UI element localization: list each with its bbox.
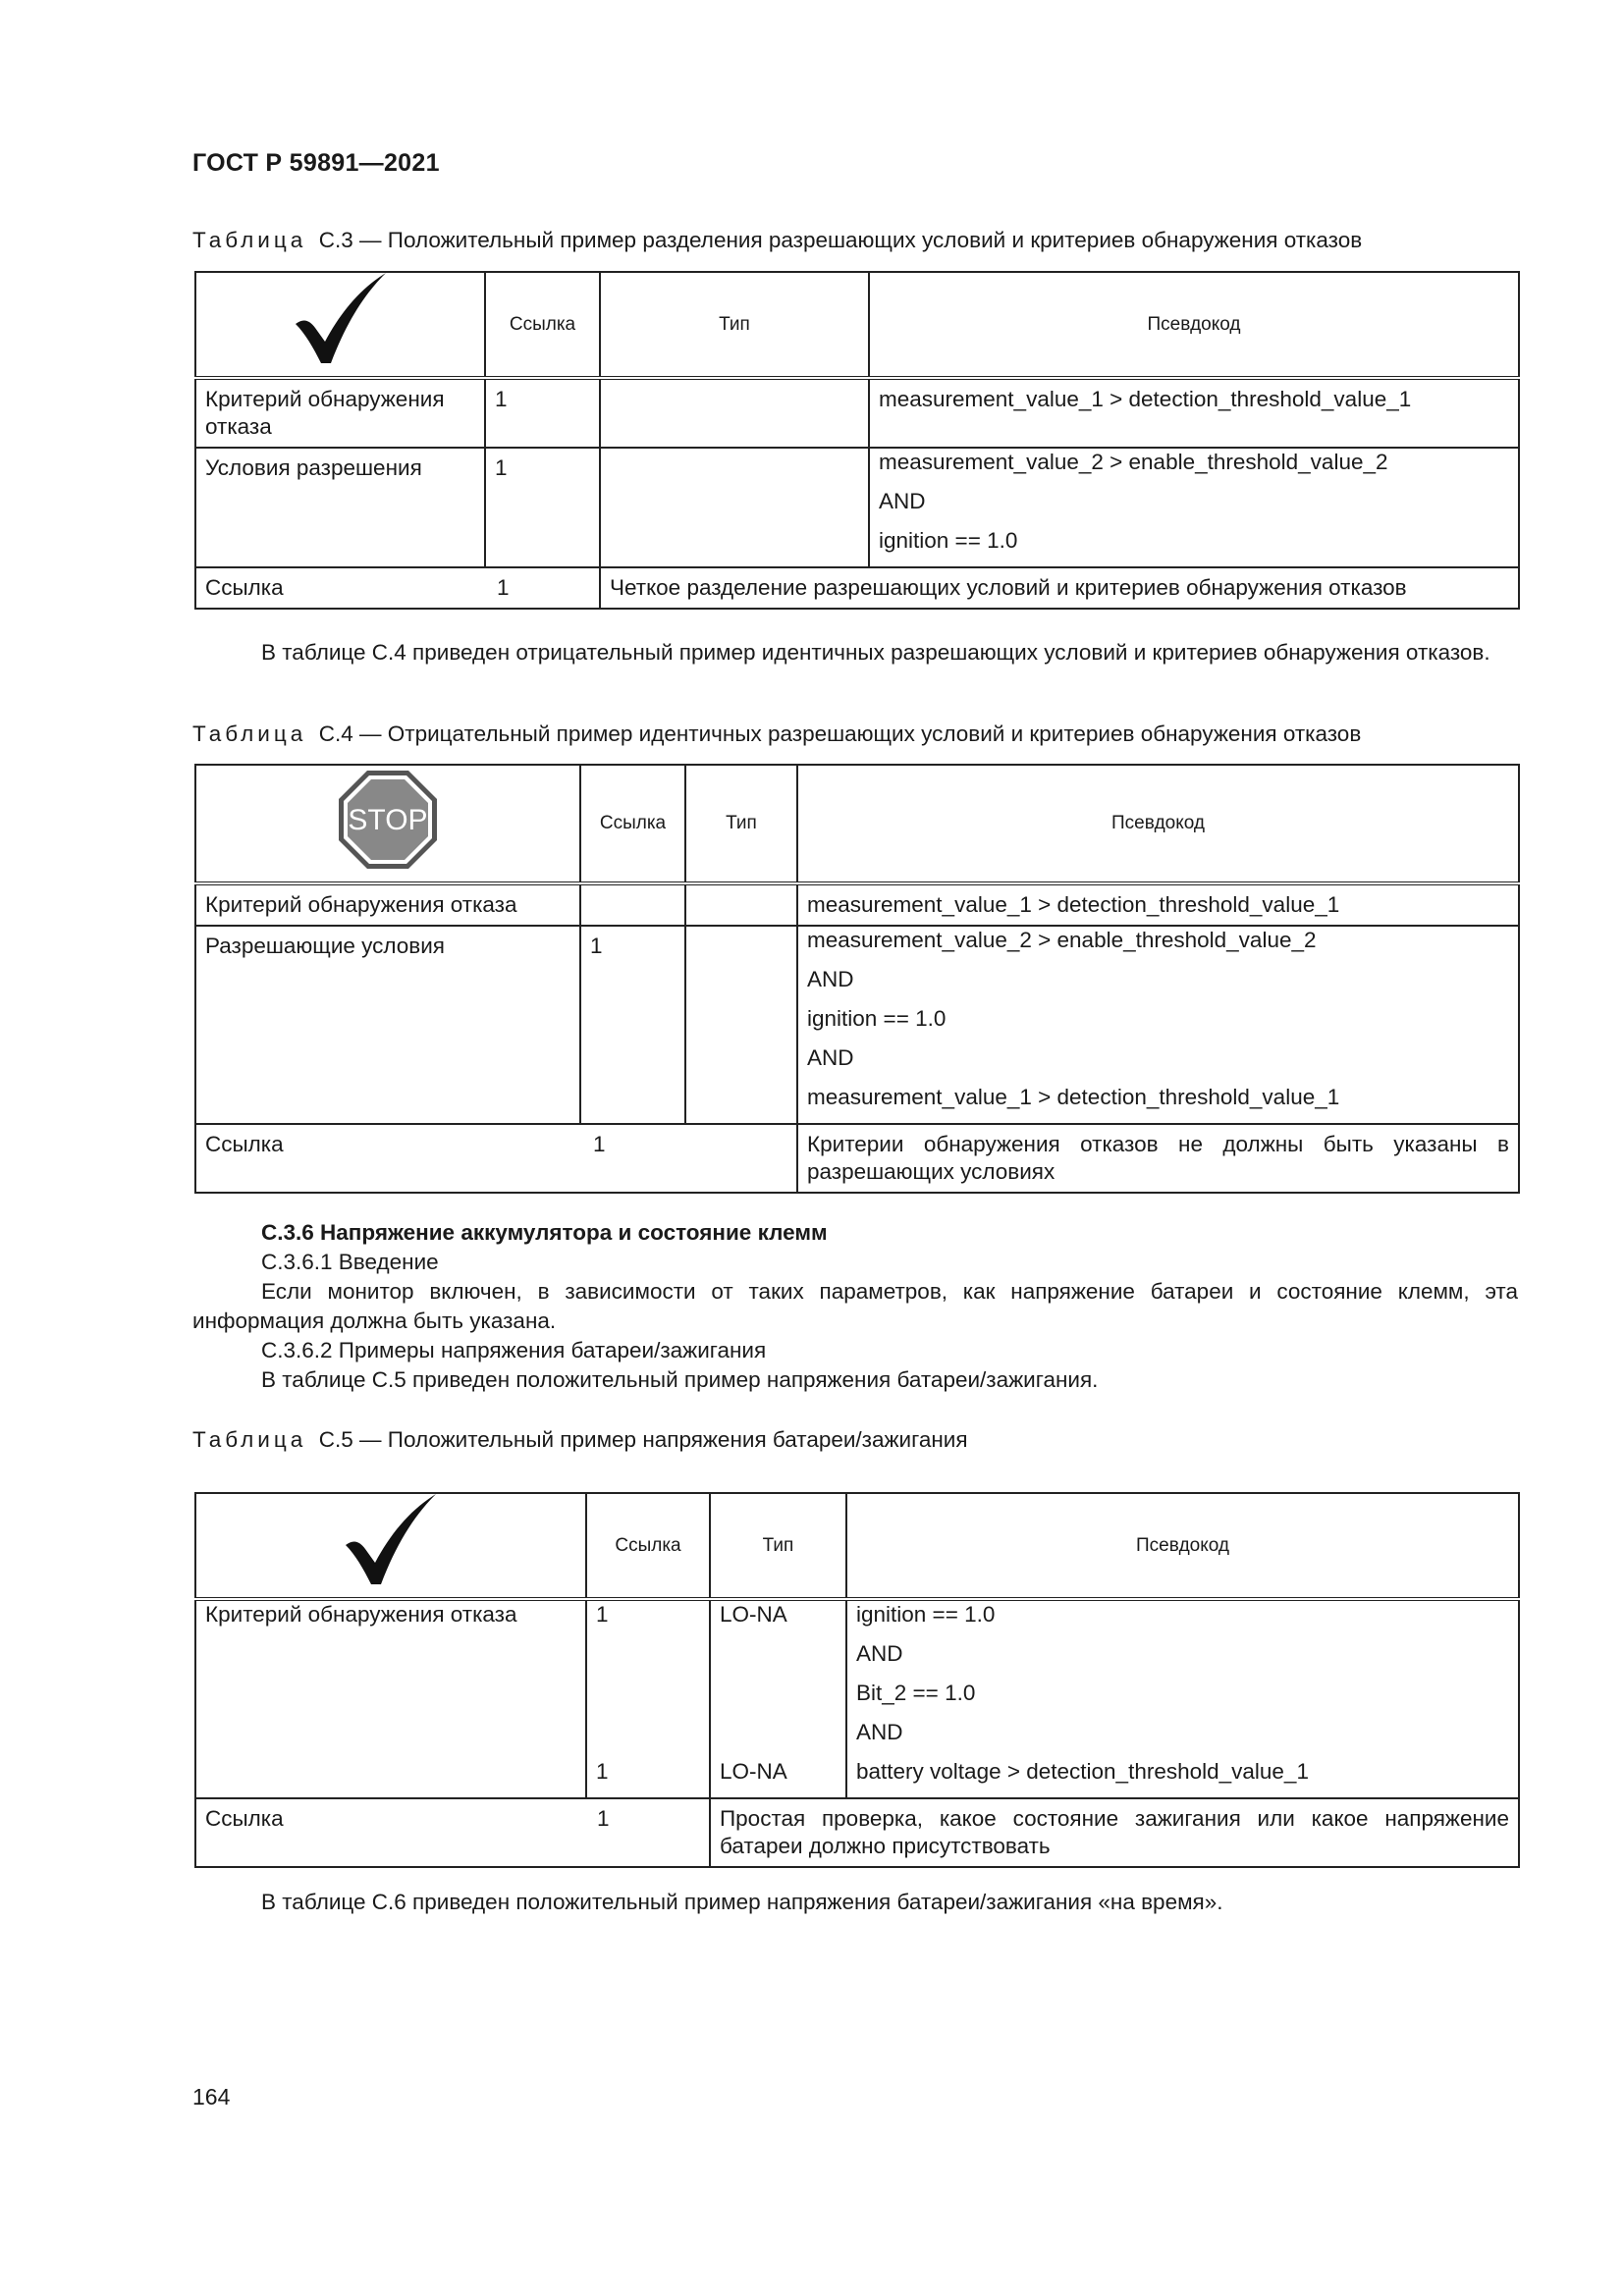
- code-line: ignition == 1.0: [856, 1602, 996, 1627]
- table-header-row: [195, 765, 1519, 883]
- row-label: [195, 1599, 586, 1798]
- footer-label: Ссылка: [205, 1806, 284, 1831]
- ref-line: 1: [596, 1759, 609, 1784]
- row-type: [600, 378, 869, 448]
- footer-label: Ссылка: [205, 1132, 284, 1156]
- footer-ref: 1: [497, 575, 510, 600]
- section-block: [192, 1218, 1518, 1395]
- col-header-pseudocode: Псевдокод: [846, 1493, 1519, 1599]
- page-number: 164: [192, 2084, 231, 2109]
- code-line: AND: [856, 1720, 903, 1744]
- code-line: AND: [807, 1045, 854, 1070]
- row-label: Разрешающие условия: [195, 926, 580, 1124]
- code-line: battery voltage > detection_threshold_value_1: [856, 1759, 1309, 1784]
- section-heading: С.3.6 Напряжение аккумулятора и состояние клемм: [261, 1220, 828, 1245]
- code-line: measurement_value_1 > detection_threshold_value_1: [807, 1085, 1340, 1109]
- footer-text: Критерии обнаружения отказов не должны быть указаны в разрешающих условиях: [797, 1124, 1519, 1193]
- row-label-text: Критерий обнаружения отказа: [205, 1602, 517, 1627]
- footer-text: Простая проверка, какое состояние зажигания или какое напряжение батареи должно присутствовать: [710, 1798, 1519, 1867]
- document-header: ГОСТ Р 59891—2021: [192, 149, 440, 177]
- code-line: AND: [856, 1641, 903, 1666]
- paragraph: В таблице С.5 приведен положительный пример напряжения батареи/зажигания.: [261, 1367, 1099, 1392]
- ref-line: [596, 1680, 700, 1719]
- type-line: [720, 1680, 837, 1719]
- table-footer-row: [195, 567, 1519, 609]
- caption-text: С.4 — Отрицательный пример идентичных разрешающих условий и критериев обнаружения отказов: [318, 721, 1362, 746]
- row-type: [685, 926, 797, 1124]
- col-header-pseudocode: Псевдокод: [869, 272, 1519, 378]
- row-ref: [586, 1599, 710, 1798]
- ref-line: [596, 1640, 700, 1680]
- code-line: Bit_2 == 1.0: [856, 1681, 976, 1705]
- checkmark-icon: [342, 1494, 440, 1588]
- type-line: LO-NA: [720, 1602, 787, 1627]
- footer-label: Ссылка: [205, 575, 284, 600]
- stop-sign-icon: [337, 769, 439, 871]
- table-footer-row: [195, 1124, 1519, 1193]
- caption-word: Таблица: [192, 1427, 307, 1452]
- code-line: AND: [807, 967, 854, 991]
- ref-line: 1: [596, 1602, 609, 1627]
- code-line: AND: [879, 489, 926, 513]
- row-code: measurement_value_1 > detection_threshold_value_1: [869, 378, 1519, 448]
- caption-word: Таблица: [192, 228, 307, 252]
- col-header-type: Тип: [685, 765, 797, 883]
- col-header-ref: Ссылка: [580, 765, 685, 883]
- col-header-ref: Ссылка: [485, 272, 600, 378]
- row-code: [797, 926, 1519, 1124]
- type-line: LO-NA: [720, 1759, 787, 1784]
- row-type: [600, 448, 869, 567]
- col-header-ref: Ссылка: [586, 1493, 710, 1599]
- code-line: measurement_value_2 > enable_threshold_value_2: [879, 450, 1388, 474]
- subsection-heading: С.3.6.2 Примеры напряжения батареи/зажигания: [261, 1338, 767, 1362]
- table-row: [195, 448, 1519, 567]
- paragraph: В таблице С.6 приведен положительный пример напряжения батареи/зажигания «на время».: [261, 1890, 1223, 1914]
- table-c3-caption: [192, 228, 1362, 253]
- type-line: [720, 1640, 837, 1680]
- header-icon-cell: [195, 1493, 586, 1599]
- row-ref: 1: [485, 448, 600, 567]
- footer-text: Четкое разделение разрешающих условий и критериев обнаружения отказов: [600, 567, 1519, 609]
- subsection-heading: С.3.6.1 Введение: [261, 1250, 439, 1274]
- table-c4: [194, 764, 1520, 1194]
- header-icon-cell: [195, 272, 485, 378]
- code-line: ignition == 1.0: [879, 528, 1018, 553]
- table-row: [195, 883, 1519, 926]
- table-row: [195, 378, 1519, 448]
- row-label: Условия разрешения: [195, 448, 485, 567]
- row-code: measurement_value_1 > detection_threshold_value_1: [797, 883, 1519, 926]
- row-type: [685, 883, 797, 926]
- ref-line: [596, 1719, 700, 1758]
- type-line: [720, 1719, 837, 1758]
- code-line: ignition == 1.0: [807, 1006, 947, 1031]
- footer-label-cell: [195, 1798, 710, 1867]
- footer-label-cell: [195, 567, 600, 609]
- row-ref: [580, 883, 685, 926]
- caption-word: Таблица: [192, 721, 307, 746]
- table-c4-caption: [192, 721, 1361, 747]
- caption-text: С.5 — Положительный пример напряжения батареи/зажигания: [318, 1427, 968, 1452]
- table-c5-caption: [192, 1427, 968, 1453]
- code-line: measurement_value_2 > enable_threshold_value_2: [807, 928, 1317, 952]
- checkmark-icon: [292, 273, 390, 367]
- row-code: [846, 1599, 1519, 1798]
- row-type: [710, 1599, 846, 1798]
- row-ref: 1: [580, 926, 685, 1124]
- paragraph: В таблице С.4 приведен отрицательный пример идентичных разрешающих условий и критериев обнаружения отказов.: [261, 640, 1490, 665]
- row-label: Критерий обнаружения отказа: [195, 378, 485, 448]
- caption-text: С.3 — Положительный пример разделения разрешающих условий и критериев обнаружения отказов: [318, 228, 1363, 252]
- table-c3: [194, 271, 1520, 610]
- table-footer-row: [195, 1798, 1519, 1867]
- table-row: [195, 926, 1519, 1124]
- col-header-pseudocode: Псевдокод: [797, 765, 1519, 883]
- table-c5: [194, 1492, 1520, 1868]
- footer-label-cell: [195, 1124, 797, 1193]
- row-ref: 1: [485, 378, 600, 448]
- table-header-row: [195, 272, 1519, 378]
- row-code: [869, 448, 1519, 567]
- table-header-row: [195, 1493, 1519, 1599]
- col-header-type: Тип: [710, 1493, 846, 1599]
- row-label: Критерий обнаружения отказа: [195, 883, 580, 926]
- header-icon-cell: [195, 765, 580, 883]
- footer-ref: 1: [597, 1806, 610, 1831]
- table-row: [195, 1599, 1519, 1798]
- stop-sign-text: STOP: [348, 803, 428, 836]
- paragraph: Если монитор включен, в зависимости от таких параметров, как напряжение батареи и состояние клемм, эта информация должна быть указана.: [192, 1279, 1518, 1333]
- footer-ref: 1: [593, 1132, 606, 1156]
- col-header-type: Тип: [600, 272, 869, 378]
